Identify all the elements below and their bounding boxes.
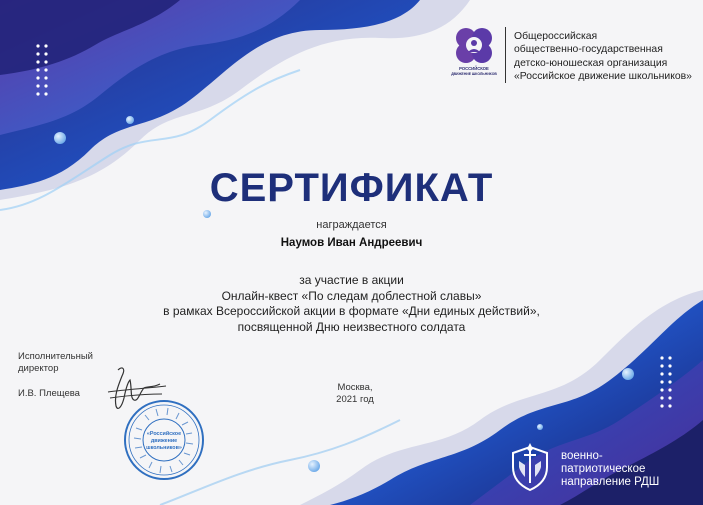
signer-position bbox=[18, 351, 93, 375]
direction-badge-line: направление РДШ bbox=[561, 476, 660, 488]
decor-ball bbox=[126, 116, 134, 124]
official-stamp bbox=[122, 398, 206, 482]
body-line: за участие в акции bbox=[299, 273, 404, 287]
body-line: в рамках Всероссийской акции в формате «Дни единых действий», bbox=[163, 304, 540, 318]
org-divider bbox=[505, 27, 506, 83]
organization-name-line: общественно-государственная bbox=[514, 44, 663, 56]
recipient-name: Наумов Иван Андреевич bbox=[280, 237, 423, 249]
body-line: Онлайн-квест «По следам доблестной славы» bbox=[221, 288, 482, 303]
signer-position-line: Исполнительный bbox=[18, 351, 93, 362]
decor-ball bbox=[308, 460, 320, 472]
svg-text:ДВИЖЕНИЕ ШКОЛЬНИКОВ: ДВИЖЕНИЕ ШКОЛЬНИКОВ bbox=[451, 72, 497, 76]
decor-ball bbox=[537, 424, 543, 430]
svg-text:РОССИЙСКОЕ: РОССИЙСКОЕ bbox=[459, 66, 489, 71]
shield-sword-icon bbox=[509, 441, 551, 493]
svg-text:«Российское: «Российское bbox=[146, 431, 182, 437]
svg-text:школьников»: школьников» bbox=[146, 445, 182, 451]
organization-name-line: «Российское движение школьников» bbox=[514, 71, 692, 83]
organization-name-line: Общероссийская bbox=[514, 31, 598, 42]
direction-badge-line: военно- bbox=[561, 450, 603, 462]
certificate-title: СЕРТИФИКАТ bbox=[209, 166, 494, 210]
direction-badge-line: патриотическое bbox=[561, 463, 646, 475]
decor-ball bbox=[54, 132, 66, 144]
body-line: посвященной Дню неизвестного солдата bbox=[237, 319, 466, 334]
certificate-body bbox=[0, 273, 703, 335]
year: 2021 год bbox=[336, 394, 374, 405]
signer-name: И.В. Плещева bbox=[18, 388, 80, 399]
signer-position-line: директор bbox=[18, 363, 59, 374]
organization-name-line: детско-юношеская организация bbox=[514, 57, 668, 69]
svg-text:движение: движение bbox=[150, 438, 178, 444]
decor-ball bbox=[622, 368, 634, 380]
city: Москва, bbox=[337, 382, 373, 393]
place-date bbox=[320, 382, 390, 406]
rdsh-logo bbox=[448, 22, 500, 80]
direction-badge-text bbox=[561, 450, 659, 489]
awarded-label: награждается bbox=[316, 219, 387, 231]
organization-name bbox=[514, 30, 700, 84]
decor-ball bbox=[203, 210, 211, 218]
